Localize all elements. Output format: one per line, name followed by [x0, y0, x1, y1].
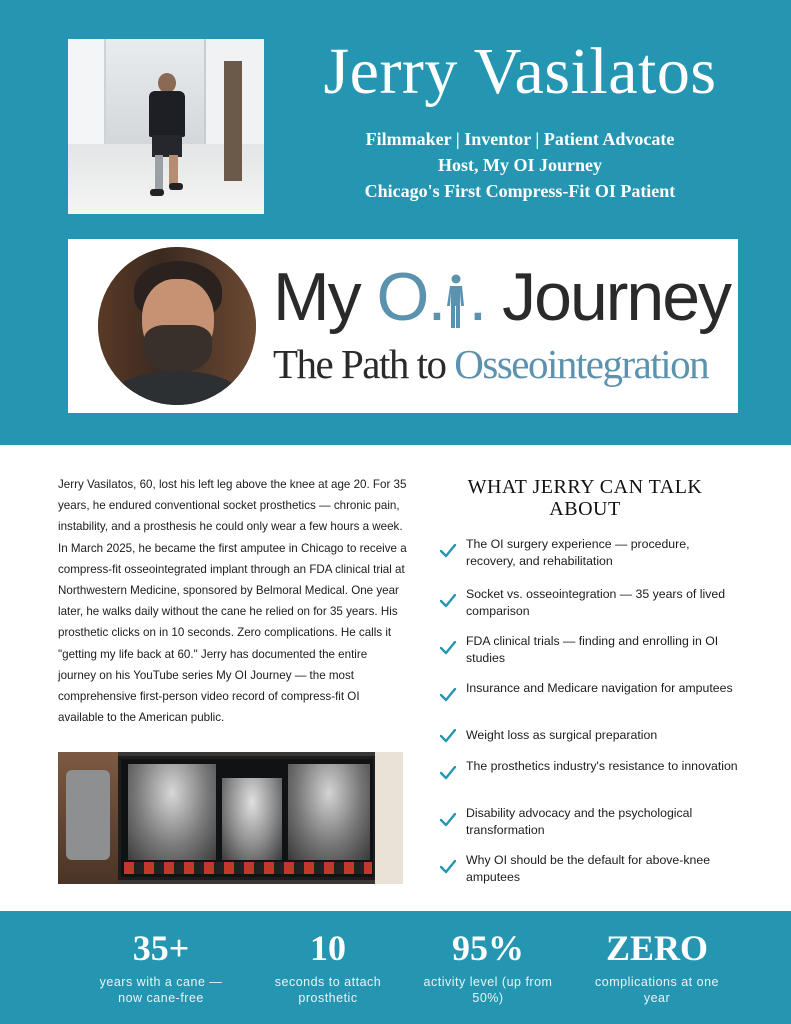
shoe-right	[169, 183, 183, 190]
check-icon	[440, 766, 456, 780]
logo-word-my: My	[273, 259, 377, 335]
stat-label: seconds to attach prosthetic	[274, 975, 382, 1005]
check-icon	[440, 688, 456, 702]
topic-item	[440, 805, 740, 852]
stat-number: 95%	[452, 928, 524, 968]
talk-section-title: WHAT JERRY CAN TALK ABOUT	[467, 476, 703, 520]
person-shorts	[152, 135, 182, 157]
person-silhouette-icon	[446, 274, 466, 330]
check-icon	[440, 860, 456, 874]
headshot	[98, 247, 256, 405]
stat-label: activity level (up from 50%)	[423, 975, 553, 1005]
stats-section	[0, 911, 791, 1024]
stat-number: 35+	[132, 928, 190, 968]
role-line: Filmmaker | Inventor | Patient Advocate	[365, 129, 675, 149]
topic-text: Weight loss as surgical preparation	[466, 728, 658, 742]
stat-block	[572, 911, 742, 1006]
natural-leg	[169, 155, 178, 185]
logo-oi-dot: .	[468, 259, 486, 335]
stat-number: 10	[310, 928, 346, 968]
logo-word-journey: Journey	[485, 259, 731, 335]
role-line: Host, My OI Journey	[438, 155, 602, 175]
logo-title	[273, 257, 733, 337]
role-line: Chicago's First Compress-Fit OI Patient	[364, 181, 676, 201]
topic-item	[440, 680, 740, 727]
logo-subtitle	[273, 339, 733, 389]
logo-subtitle-highlight: Osseointegration	[454, 341, 709, 387]
shoe-left	[150, 189, 164, 196]
check-icon	[440, 813, 456, 827]
stat-block	[243, 911, 413, 1006]
topic-text: FDA clinical trials — finding and enrolling in OI studies	[466, 634, 719, 665]
walking-photo	[68, 39, 264, 214]
bio-paragraph: Jerry Vasilatos, 60, lost his left leg above the knee at age 20. For 35 years, he endured conventional socket prosthetics — chronic pain, instability, and a prosthesis he could only wear a few hours a week. In March 2025, he became the first amputee in Chicago to receive a compress-fit osseointegrated implant through an FDA clinical trial at Northwestern Medicine, sponsored by Belmoral Medical. One year later, he walks daily without the cane he relied on for 35 years. His prosthetic clicks on in 10 seconds. Zero complications. He calls it "getting my life back at 60." Jerry has documented the entire journey on his YouTube series My OI Journey — the most comprehensive first-person video record of compress-fit OI available to the American public.	[58, 478, 407, 725]
check-icon	[440, 594, 456, 608]
topic-text: The prosthetics industry's resistance to innovation	[466, 759, 738, 773]
hallway-door	[224, 61, 242, 181]
headshot-beard	[144, 325, 212, 373]
topic-item	[440, 586, 740, 633]
topic-text: Disability advocacy and the psychological transformation	[466, 806, 693, 837]
check-icon	[440, 641, 456, 655]
person-torso	[149, 91, 185, 137]
xray-image	[222, 778, 282, 860]
header-section	[0, 0, 791, 445]
topic-item	[440, 727, 740, 758]
stat-block	[403, 911, 573, 1006]
prosthetic-leg	[155, 155, 163, 193]
topic-item	[440, 758, 740, 805]
roles-block	[290, 126, 750, 204]
topic-item	[440, 852, 740, 892]
page-title: Jerry Vasilatos	[323, 35, 717, 108]
thumbnail-strip	[124, 862, 372, 874]
logo-subtitle-prefix: The Path to	[273, 341, 455, 387]
stat-block	[76, 911, 246, 1006]
topic-text: The OI surgery experience — procedure, recovery, and rehabilitation	[466, 537, 690, 568]
xray-photo	[58, 752, 403, 884]
xray-image	[128, 764, 216, 860]
stat-label: complications at one year	[595, 975, 719, 1005]
topic-text: Socket vs. osseointegration — 35 years of lived comparison	[466, 587, 726, 618]
check-icon	[440, 729, 456, 743]
stat-number: ZERO	[605, 928, 709, 968]
person-head	[158, 73, 176, 93]
photo-microscope	[66, 770, 110, 860]
logo-oi-letters: O.	[376, 259, 445, 335]
topic-item	[440, 633, 740, 680]
topic-text: Insurance and Medicare navigation for amputees	[466, 681, 733, 695]
topic-text: Why OI should be the default for above-knee amputees	[466, 853, 711, 884]
topic-list	[440, 536, 740, 892]
stat-label: years with a cane — now cane-free	[99, 975, 223, 1005]
show-banner	[68, 239, 738, 413]
check-icon	[440, 544, 456, 558]
xray-image	[288, 764, 370, 860]
topic-item	[440, 536, 740, 586]
photo-wall	[375, 752, 403, 884]
